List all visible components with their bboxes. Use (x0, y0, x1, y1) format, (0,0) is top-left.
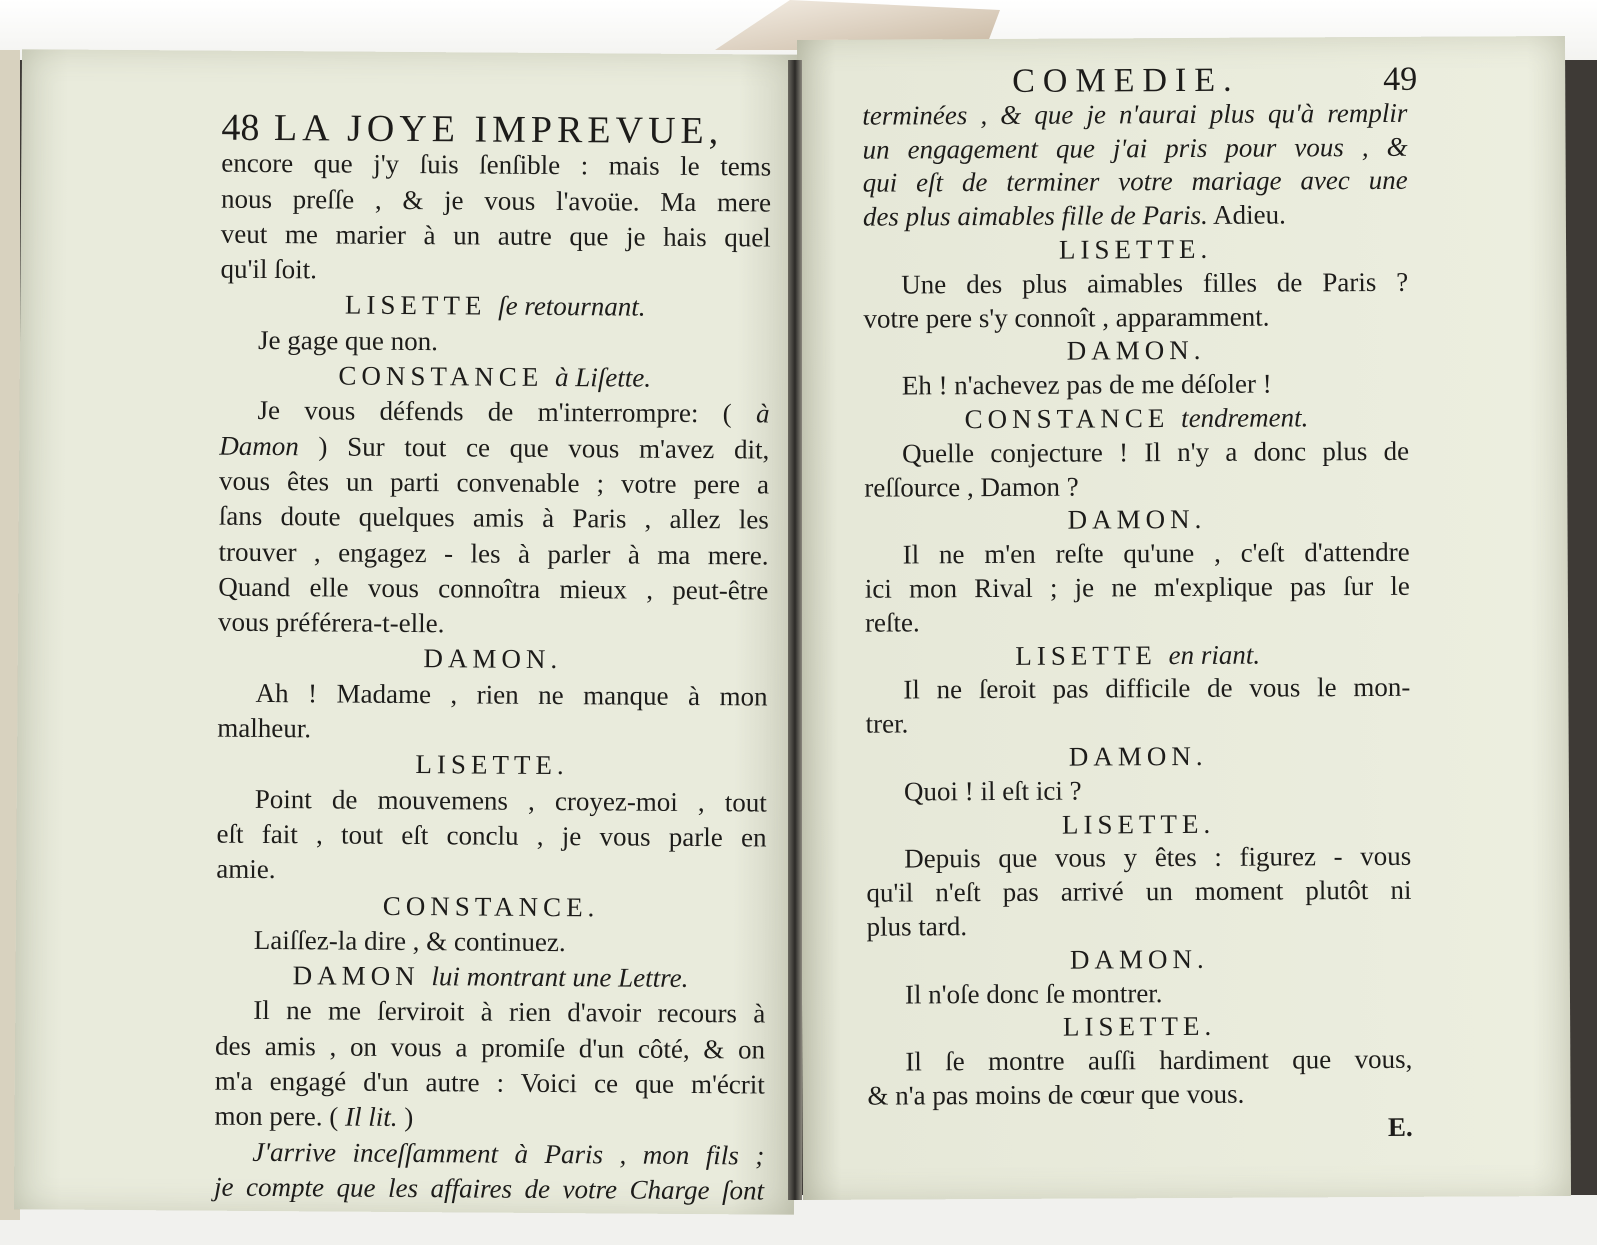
speaker-name (865, 637, 1410, 674)
speaker-name (864, 502, 1409, 539)
italic-text: terminées , & que je n'aurai plus qu'à remplir (862, 97, 1408, 131)
text-segment: m'a engagé d'un autre : Voici ce que m'écrit (214, 1065, 765, 1100)
text-line (219, 393, 769, 432)
text-segment: Quelle conjecture ! Il n'y a donc plus de (902, 435, 1410, 469)
speaker-name (863, 232, 1408, 269)
running-head (221, 106, 771, 153)
text-segment: vous préférera-t-elle. (217, 606, 445, 639)
text-line (864, 468, 1409, 505)
text-segment: votre pere s'y connoît , apparamment. (863, 301, 1270, 334)
text-line (218, 605, 768, 644)
speaker-label: LISETTE. (1058, 233, 1213, 265)
text-line (865, 570, 1410, 607)
text-line (219, 428, 769, 467)
speaker-label: LISETTE. (1061, 808, 1216, 840)
text-segment: Depuis que vous y êtes : figurez - vous (904, 841, 1412, 874)
text-line (866, 874, 1411, 911)
speaker-label: DAMON. (1068, 740, 1208, 772)
text-line (865, 671, 1410, 708)
text-line (216, 922, 766, 961)
text-segment: Quand elle vous connoîtra mieux , peut-être (218, 571, 769, 606)
text-line (865, 705, 1410, 742)
text-segment: Laiſſez-la dire , & continuez. (253, 924, 566, 957)
text-line (863, 299, 1408, 336)
text-line (867, 1043, 1412, 1080)
text-line (215, 1028, 765, 1067)
speaker-name (218, 640, 768, 679)
running-head-title: COMEDIE. (1012, 61, 1240, 100)
text-segment: Quoi ! il eſt ici ? (903, 775, 1082, 807)
italic-text: qui eſt de terminer votre mariage avec une (862, 165, 1408, 199)
speaker-label: CONSTANCE (338, 360, 544, 393)
text-line (220, 322, 770, 361)
text-segment: ) Sur tout ce que vous m'avez dit, (298, 430, 770, 465)
text-line (215, 993, 765, 1032)
stage-direction: en riant. (1168, 639, 1261, 670)
text-line (866, 840, 1411, 877)
right-page-text (862, 60, 1418, 1147)
text-line (214, 1134, 764, 1173)
left-page (14, 49, 802, 1214)
text-line (862, 97, 1407, 134)
text-segment: reſſource , Damon ? (864, 471, 1079, 503)
text-segment: qu'il ſoit. (220, 253, 318, 285)
text-line (219, 464, 769, 503)
text-segment: Eh ! n'achevez pas de me déſoler ! (901, 368, 1272, 401)
text-line (867, 975, 1412, 1012)
speaker-name (866, 806, 1411, 843)
italic-text: je compte que les affaires de votre Charge ſont (214, 1171, 765, 1206)
text-line (214, 1170, 764, 1209)
text-segment: Point de mouvemens , croyez-moi , tout (254, 783, 767, 818)
italic-text: à (755, 398, 770, 429)
speaker-name (866, 739, 1411, 776)
speaker-label: DAMON. (1067, 504, 1207, 535)
speaker-label: LISETTE (1015, 639, 1157, 671)
speaker-label: LISETTE. (415, 749, 569, 781)
text-line (216, 817, 766, 856)
text-line (217, 711, 767, 750)
italic-text: Il lit. (344, 1101, 398, 1133)
text-line (215, 1064, 765, 1103)
text-line (864, 435, 1409, 472)
text-line (862, 130, 1407, 167)
speaker-label: LISETTE (344, 290, 487, 322)
italic-text: des plus aimables fille de Paris. (862, 200, 1208, 232)
text-segment: trer. (865, 708, 909, 739)
text-segment: qu'il n'eſt pas arrivé un moment plutôt ni (866, 874, 1412, 908)
text-segment: ) (397, 1102, 414, 1133)
page-number: 49 (1383, 60, 1418, 98)
text-segment: Adieu. (1207, 199, 1286, 231)
stage-direction: lui montrant une Lettre. (431, 961, 689, 994)
text-line (221, 181, 771, 220)
text-line (217, 675, 767, 714)
text-line (219, 499, 769, 538)
text-segment: ici mon Rival ; je ne m'explique pas ſur le (864, 570, 1410, 604)
text-segment: vous êtes un parti convenable ; votre pere a (218, 465, 770, 500)
signature-mark: E. (1387, 1111, 1413, 1142)
stage-direction: ſe retournant. (498, 291, 646, 323)
text-segment: nous preſſe , & je vous l'avoüe. Ma mere (220, 183, 772, 218)
running-head (862, 60, 1418, 100)
text-segment: veut me marier à un autre que je hais quel (220, 218, 771, 253)
page-number: 48 (221, 106, 260, 149)
text-segment: Je vous défends de m'interrompre: ( (257, 395, 757, 429)
text-line (867, 1077, 1412, 1114)
text-segment: Il ne m'en reſte qu'une , c'eſt d'attendre (902, 536, 1410, 570)
text-line (217, 781, 767, 820)
text-line (863, 198, 1408, 235)
text-segment: reſte. (864, 607, 920, 638)
text-line (218, 534, 768, 573)
speaker-label: DAMON. (1066, 335, 1206, 366)
book-spine (788, 60, 802, 1200)
speaker-name (220, 358, 770, 397)
text-line (865, 604, 1410, 641)
text-segment: ſans doute quelques amis à Paris , allez les (218, 500, 769, 535)
text-line (864, 367, 1409, 404)
speaker-name (220, 287, 770, 326)
text-line (218, 570, 768, 609)
running-head-title: LA JOYE IMPREVUE, (273, 107, 724, 153)
text-line (221, 146, 771, 185)
speaker-label: CONSTANCE (964, 403, 1170, 435)
speaker-label: CONSTANCE. (382, 890, 600, 922)
text-segment: Une des plus aimables filles de Paris ? (901, 266, 1409, 300)
text-line (866, 773, 1411, 810)
speaker-name (867, 942, 1412, 979)
stage-direction: à Liſette. (554, 362, 652, 393)
text-segment: trouver , engagez - les à parler à ma mere. (218, 536, 769, 571)
text-segment: Il ne me ſerviroit à rien d'avoir recours à (253, 995, 766, 1029)
speaker-label: DAMON (292, 960, 420, 992)
text-segment: Ah ! Madame , rien ne manque à mon (255, 677, 768, 712)
speaker-name (867, 1009, 1412, 1046)
speaker-label: DAMON. (423, 643, 563, 675)
text-line (867, 908, 1412, 945)
text-segment: eſt fait , tout eſt conclu , je vous parle en (216, 818, 767, 853)
italic-text: J'arrive inceſſamment à Paris , mon fils ; (252, 1136, 765, 1171)
speaker-name (217, 746, 767, 785)
text-line (214, 1099, 764, 1138)
stage-direction: tendrement. (1181, 402, 1309, 433)
speaker-name (864, 401, 1409, 438)
text-segment: amie. (216, 853, 276, 885)
speaker-label: DAMON. (1069, 943, 1209, 975)
italic-text: un engagement que j'ai pris pour vous , & (862, 131, 1408, 165)
text-line (221, 217, 771, 256)
text-segment: Je gage que non. (257, 324, 439, 356)
text-segment: encore que j'y ſuis ſenſible : mais le tems (221, 147, 772, 182)
speaker-label: LISETTE. (1062, 1011, 1217, 1042)
text-segment: & n'a pas moins de cœur que vous. (867, 1078, 1245, 1111)
text-segment: malheur. (217, 712, 312, 744)
right-page (797, 36, 1571, 1200)
speaker-name (864, 333, 1409, 370)
left-page-text (214, 106, 772, 1209)
text-segment: Il ſe montre auſſi hardiment que vous, (905, 1043, 1413, 1077)
text-line (216, 852, 766, 891)
text-segment: mon pere. ( (214, 1100, 346, 1132)
speaker-name (215, 958, 765, 997)
text-segment: plus tard. (866, 911, 968, 942)
text-line (863, 266, 1408, 303)
speaker-name (216, 887, 766, 926)
text-segment: des amis , on vous a promiſe d'un côté, & on (215, 1030, 766, 1065)
text-segment: Il n'oſe donc ſe montrer. (904, 977, 1163, 1009)
text-line (863, 164, 1408, 201)
text-line (865, 536, 1410, 573)
text-line (220, 252, 770, 291)
text-segment: Il ne ſeroit pas difficile de vous le mon- (903, 672, 1411, 705)
italic-text: Damon (219, 430, 299, 461)
